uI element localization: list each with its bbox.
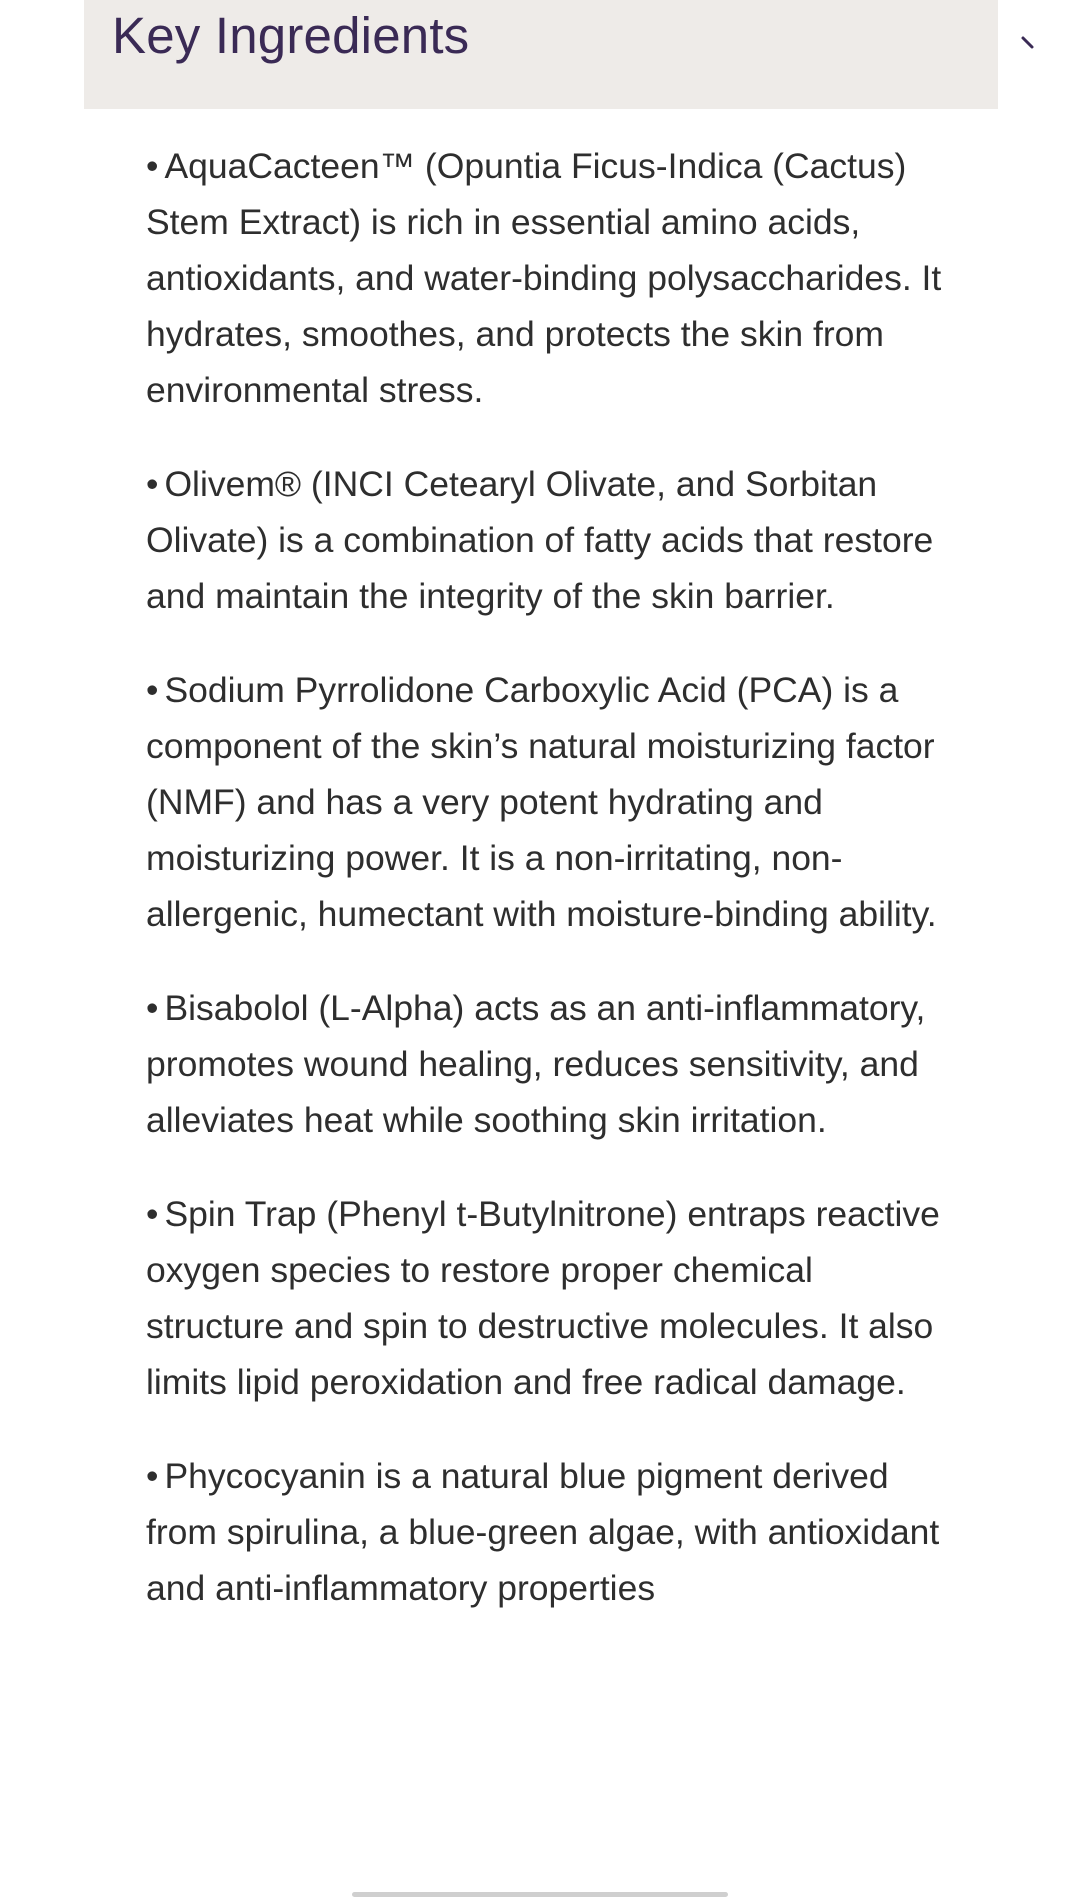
ingredient-text: Olivem® (INCI Cetearyl Olivate, and Sorbitan Olivate) is a combination of fatty acids that restore and maintain the integrity of the skin barrier. <box>146 464 934 616</box>
accordion-title: Key Ingredients <box>112 7 470 64</box>
list-item <box>146 138 946 418</box>
list-item <box>146 980 946 1148</box>
scroll-indicator[interactable] <box>352 1892 728 1897</box>
bullet: • <box>146 988 159 1028</box>
list-item <box>146 1448 946 1616</box>
bullet: • <box>146 670 159 710</box>
list-item <box>146 1186 946 1410</box>
bullet: • <box>146 146 159 186</box>
ingredient-text: Spin Trap (Phenyl t-Butylnitrone) entraps reactive oxygen species to restore proper chemical structure and spin to destructive molecules. It also limits lipid peroxidation and free radical damage. <box>146 1194 940 1402</box>
chevron-down-icon[interactable] <box>1018 28 1046 56</box>
bullet: • <box>146 464 159 504</box>
bullet: • <box>146 1456 159 1496</box>
ingredient-text: Sodium Pyrrolidone Carboxylic Acid (PCA) is a component of the skin’s natural moisturizing factor (NMF) and has a very potent hydrating and moisturizing power. It is a non-irritating, non-allergenic, humectant with moisture-binding ability. <box>146 670 937 934</box>
ingredient-text: Phycocyanin is a natural blue pigment derived from spirulina, a blue-green algae, with antioxidant and anti-inflammatory properties <box>146 1456 940 1608</box>
list-item <box>146 456 946 624</box>
bullet: • <box>146 1194 159 1234</box>
ingredients-list <box>146 138 946 1654</box>
ingredient-text: Bisabolol (L-Alpha) acts as an anti-inflammatory, promotes wound healing, reduces sensitivity, and alleviates heat while soothing skin irritation. <box>146 988 926 1140</box>
key-ingredients-accordion-header[interactable] <box>84 0 998 109</box>
list-item <box>146 662 946 942</box>
ingredient-text: AquaCacteen™ (Opuntia Ficus-Indica (Cactus) Stem Extract) is rich in essential amino acids, antioxidants, and water-binding polysaccharides. It hydrates, smoothes, and protects the skin from environmental stress. <box>146 146 942 410</box>
